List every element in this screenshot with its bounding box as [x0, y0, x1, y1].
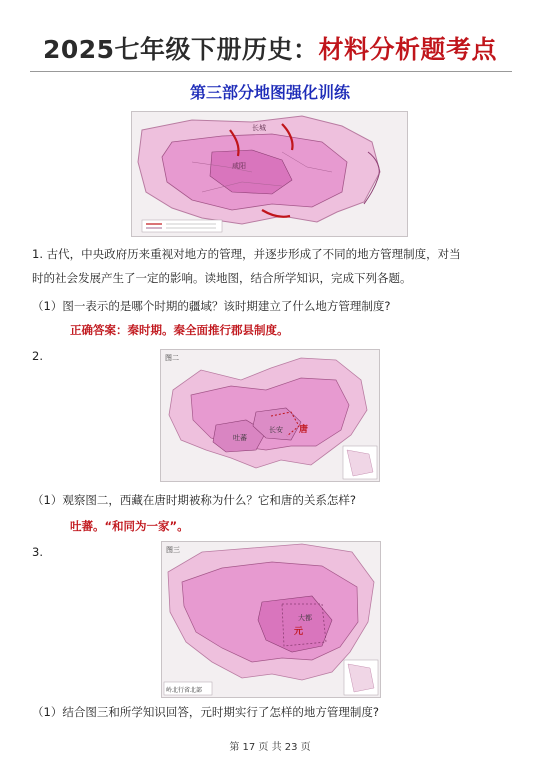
q2-question: （1）观察图二，西藏在唐时期被称为什么？它和唐的关系怎样? [32, 493, 356, 507]
q1-question: （1）图一表示的是哪个时期的疆域？该时期建立了什么地方管理制度? [32, 299, 391, 313]
map2-label-tang: 唐 [299, 425, 309, 435]
map-figure-3 [161, 541, 381, 698]
q3-question: （1）结合图三和所学知识回答，元时期实行了怎样的地方管理制度? [32, 705, 379, 719]
document-title [0, 30, 540, 66]
q3-number: 3. [32, 545, 43, 559]
q2-answer: 吐蕃。“和同为一家”。 [70, 519, 189, 533]
title-part-1: 2025七年级下册历史： [42, 35, 319, 64]
map2-label-changan: 长安 [269, 426, 283, 434]
map3-legend-caption: 岭北行省北部 [166, 687, 203, 694]
q2-number: 2. [32, 349, 43, 363]
section-title: 第三部分地图强化训练 [189, 83, 350, 102]
page-footer: 第 17 页 共 23 页 [229, 742, 311, 753]
q1-answer: 正确答案：秦时期。秦全面推行郡县制度。 [70, 323, 289, 337]
header-divider [30, 71, 512, 72]
q1-intro-line-1: 1. 古代，中央政府历来重视对地方的管理，并逐步形成了不同的地方管理制度，对当 [32, 247, 461, 261]
map1-label-great-wall: 长城 [252, 124, 266, 132]
map3-label-yuan: 元 [294, 627, 304, 637]
map-figure-2 [160, 349, 380, 482]
map3-figure-title: 图三 [166, 546, 180, 554]
q1-intro-line-2: 时的社会发展产生了一定的影响。读地图，结合所学知识，完成下列各题。 [32, 271, 412, 285]
map2-figure-title: 图二 [165, 354, 179, 362]
map2-label-tubo: 吐蕃 [233, 434, 247, 442]
map3-label-dadu: 大都 [298, 614, 312, 622]
title-part-2: 材料分析题考点 [318, 35, 498, 64]
map1-label-xianyang: 咸阳 [232, 162, 246, 170]
map-figure-1 [131, 111, 408, 237]
